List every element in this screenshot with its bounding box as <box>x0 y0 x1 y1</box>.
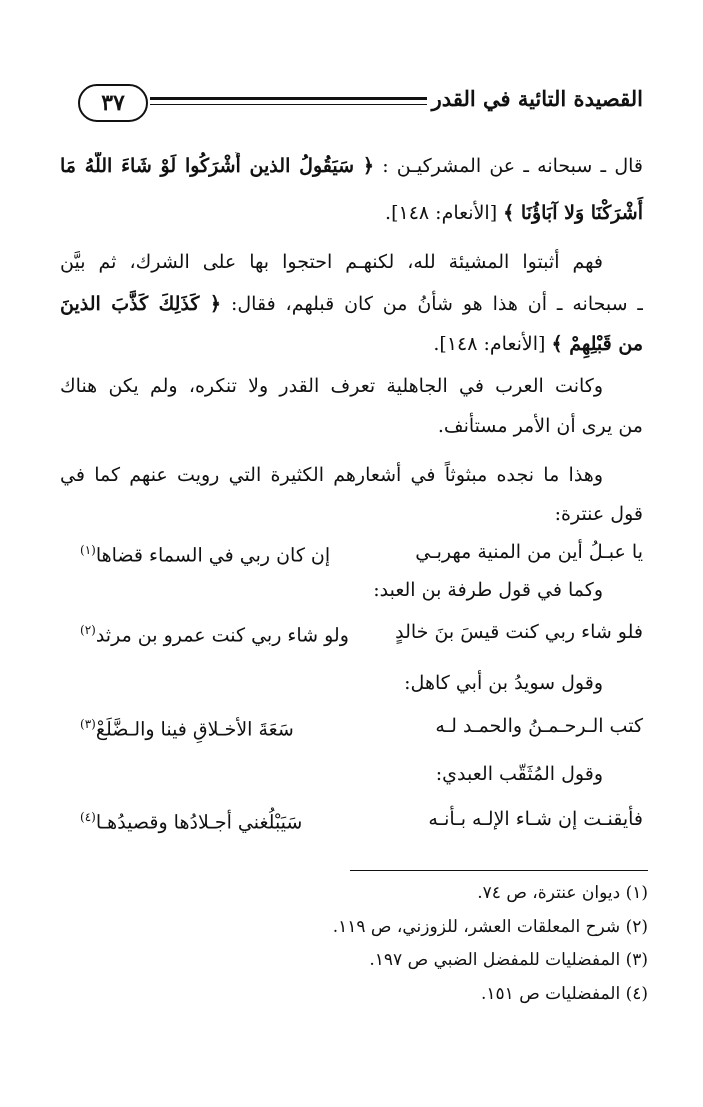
verse-first-hemistich: يا عبـلُ أين من المنية مهربـي <box>415 541 643 563</box>
page-number: ٣٧ <box>101 90 125 116</box>
paragraph-line <box>60 290 643 318</box>
quran-quote: ﴿ كَذَلِكَ كَذَّبَ الذينَ <box>60 293 222 315</box>
paragraph-line <box>60 199 643 227</box>
verse-text: سَعَةَ الأخـلاقِ فينا والـضَّلَعْ <box>95 718 294 741</box>
footnote: (١) ديوان عنترة، ص ٧٤. <box>477 883 648 903</box>
verse-text: إن كان ربي في السماء قضاها <box>95 544 331 567</box>
paragraph-line <box>60 152 643 180</box>
quran-quote: من قَبْلِهِمْ ﴾ <box>551 333 643 355</box>
header-rule-thin <box>150 104 427 105</box>
running-header-title: القصيدة التائية في القدر <box>431 86 643 111</box>
verse-first-hemistich: كتب الـرحـمـنُ والحمـد لـه <box>435 715 643 737</box>
quran-reference: [الأنعام: ١٤٨]. <box>433 333 552 355</box>
header-rule-thick <box>150 97 427 100</box>
body-text: ـ سبحانه ـ أن هذا هو شأنُ من كان قبلهم، فقال: <box>221 293 643 315</box>
footnote: (٤) المفضليات ص ١٥١. <box>480 984 648 1004</box>
footnote-marker: (٢) <box>80 623 96 637</box>
paragraph-line <box>60 330 643 358</box>
body-text: قال ـ سبحانه ـ عن المشركيـن : <box>373 155 643 177</box>
verse-text: سَيَبْلُغني أجـلادُها وقصيدُهـا <box>95 811 303 834</box>
verse-intro: وقول سويدُ بن أبي كاهل: <box>404 672 603 694</box>
footnote: (٣) المفضليات للمفضل الضبي ص ١٩٧. <box>369 950 648 970</box>
page-number-badge <box>78 84 148 122</box>
verse-second-hemistich <box>80 536 330 569</box>
verse-second-hemistich <box>80 616 349 649</box>
paragraph-line: قول عنترة: <box>554 503 643 525</box>
paragraph-line: وكانت العرب في الجاهلية تعرف القدر ولا تنكره، ولم يكن هناك <box>60 375 603 397</box>
verse-second-hemistich <box>80 803 302 836</box>
footnote-marker: (١) <box>80 543 96 557</box>
footnote-marker: (٤) <box>80 810 96 824</box>
quran-quote: ﴿ سَيَقُولُ الذين أَشْرَكُوا لَوْ شَاءَ اللَّهُ مَا <box>60 155 374 177</box>
verse-first-hemistich: فلو شاء ربي كنت قيسَ بنَ خالدٍ <box>395 621 643 643</box>
quran-reference: [الأنعام: ١٤٨]. <box>385 202 504 224</box>
paragraph-line: وهذا ما نجده مبثوثاً في أشعارهم الكثيرة التي رويت عنهم كما في <box>60 464 603 486</box>
paragraph-line: من يرى أن الأمر مستأنف. <box>437 415 643 437</box>
footnote-separator <box>350 870 648 871</box>
verse-intro: وقول المُثَقّب العبدي: <box>435 763 603 785</box>
verse-second-hemistich <box>80 710 294 743</box>
quran-quote: أَشْرَكْنَا وَلا آبَاؤُنَا ﴾ <box>503 202 643 224</box>
footnote: (٢) شرح المعلقات العشر، للزوزني، ص ١١٩. <box>332 917 648 937</box>
verse-text: ولو شاء ربي كنت عمرو بن مرثد <box>95 624 349 647</box>
paragraph-line: فهم أثبتوا المشيئة لله، لكنهـم احتجوا بها على الشرك، ثم بيَّن <box>60 251 603 273</box>
verse-first-hemistich: فأيقنـت إن شـاء الإلـه بـأنـه <box>428 808 643 830</box>
verse-intro: وكما في قول طرفة بن العبد: <box>373 579 603 601</box>
footnote-marker: (٣) <box>80 717 96 731</box>
